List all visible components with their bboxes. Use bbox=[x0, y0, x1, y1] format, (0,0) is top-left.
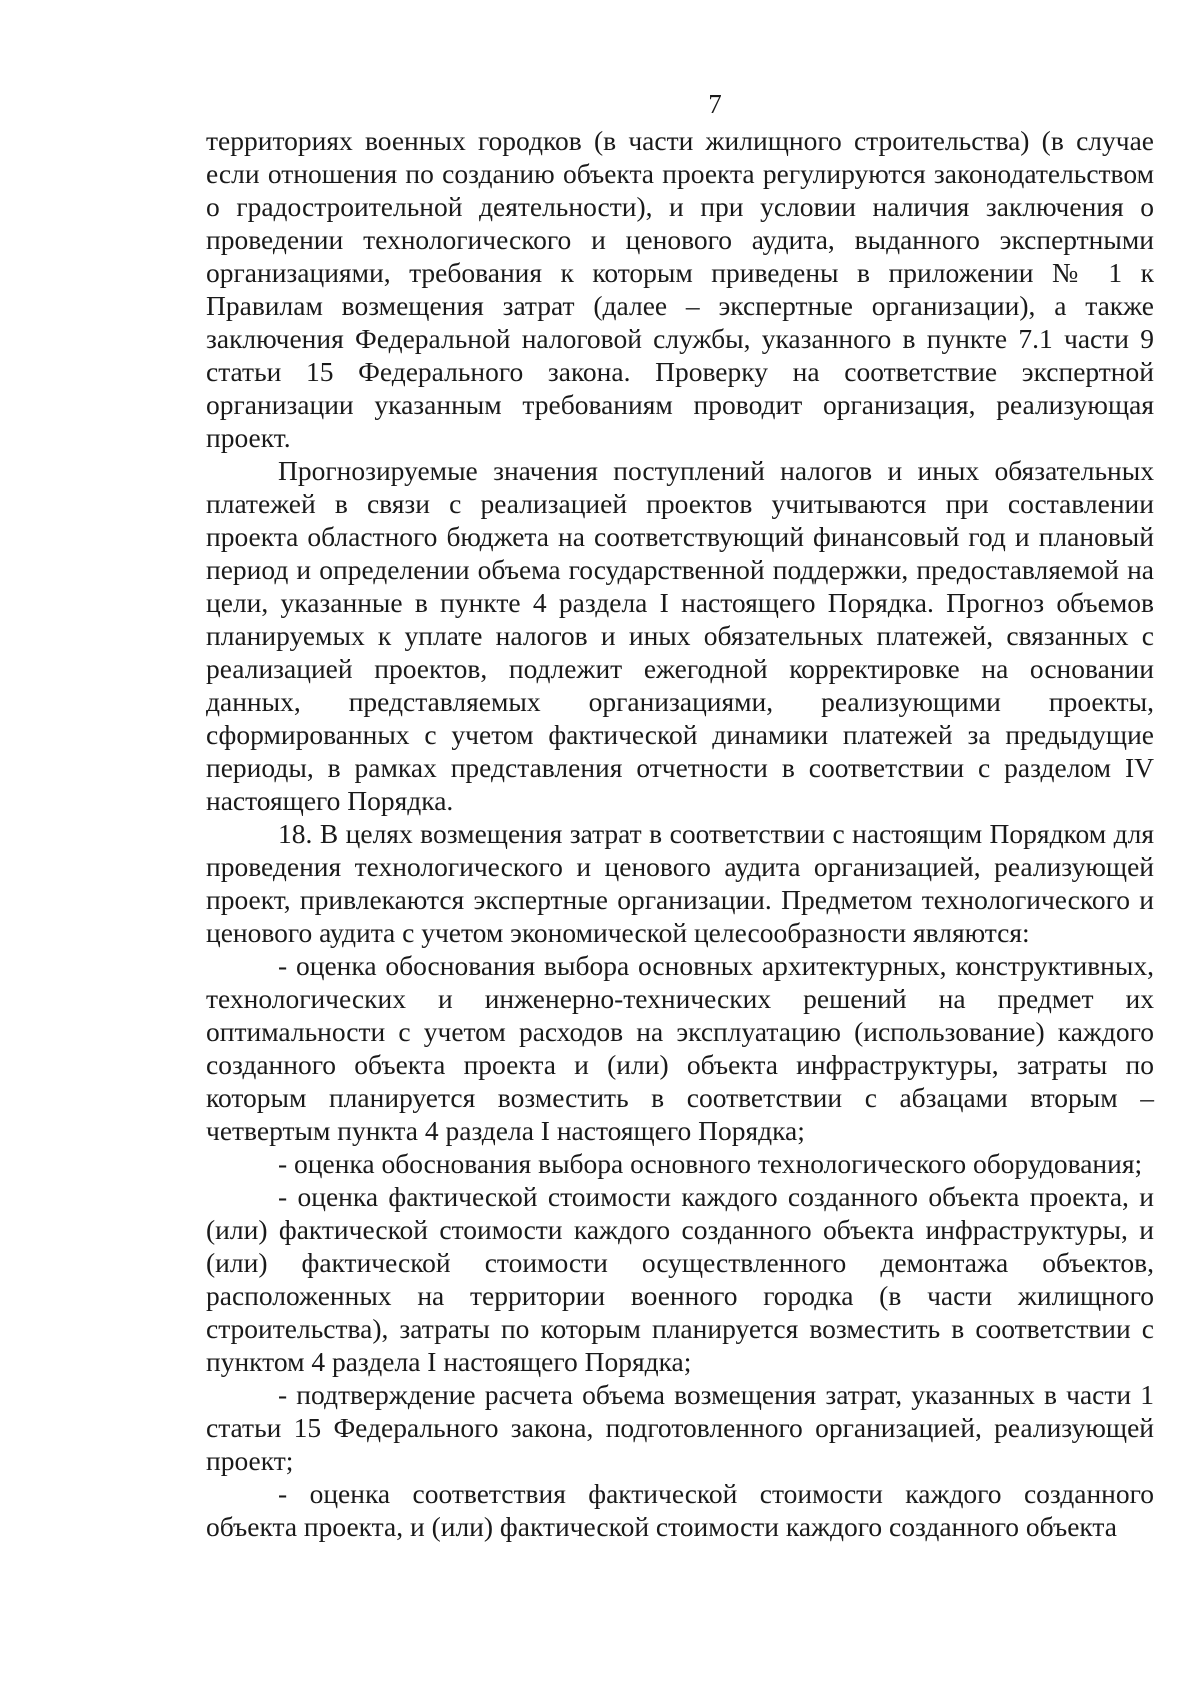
document-body bbox=[206, 124, 1154, 1543]
list-item-architecture-assessment: - оценка обоснования выбора основных архитектурных, конструктивных, технологических и инженерно-технических решений на предмет их оптимальности с учетом расходов на эксплуатацию (использование) каждого созданного объекта проекта и (или) объекта инфраструктуры, затраты по которым планируется возместить в соответствии с абзацами вторым – четвертым пункта 4 раздела I настоящего Порядка; bbox=[206, 950, 1154, 1146]
paragraph-continuation: территориях военных городков (в части жилищного строительства) (в случае если отношения по созданию объекта проекта регулируются законодательством о градостроительной деятельности), и при условии наличия заключения о проведении технологического и ценового аудита, выданного экспертными организациями, требования к которым приведены в приложении № 1 к Правилам возмещения затрат (далее – экспертные организации), а также заключения Федеральной налоговой службы, указанного в пункте 7.1 части 9 статьи 15 Федерального закона. Проверку на соответствие экспертной организации указанным требованиям проводит организация, реализующая проект. bbox=[206, 125, 1154, 453]
list-item-cost-compliance: - оценка соответствия фактической стоимости каждого созданного объекта проекта, и (или) фактической стоимости каждого созданного объекта bbox=[206, 1478, 1154, 1542]
paragraph-forecast: Прогнозируемые значения поступлений налогов и иных обязательных платежей в связи с реализацией проектов учитываются при составлении проекта областного бюджета на соответствующий финансовый год и плановый период и определении объема государственной поддержки, предоставляемой на цели, указанные в пункте 4 раздела I настоящего Порядка. Прогноз объемов планируемых к уплате налогов и иных обязательных платежей, связанных с реализацией проектов, подлежит ежегодной корректировке на основании данных, представляемых организациями, реализующими проекты, сформированных с учетом фактической динамики платежей за предыдущие периоды, в рамках представления отчетности в соответствии с разделом IV настоящего Порядка. bbox=[206, 455, 1154, 816]
list-item-equipment-assessment: - оценка обоснования выбора основного технологического оборудования; bbox=[278, 1148, 1143, 1179]
page-number: 7 bbox=[708, 89, 722, 119]
list-item-calculation-confirmation: - подтверждение расчета объема возмещения затрат, указанных в части 1 статьи 15 Федерального закона, подготовленного организацией, реализующей проект; bbox=[206, 1379, 1154, 1476]
paragraph-item-18: 18. В целях возмещения затрат в соответствии с настоящим Порядком для проведения технологического и ценового аудита организацией, реализующей проект, привлекаются экспертные организации. Предметом технологического и ценового аудита с учетом экономической целесообразности являются: bbox=[206, 818, 1154, 948]
list-item-cost-assessment: - оценка фактической стоимости каждого созданного объекта проекта, и (или) фактической стоимости каждого созданного объекта инфраструктуры, и (или) фактической стоимости осуществленного демонтажа объектов, расположенных на территории военного городка (в части жилищного строительства), затраты по которым планируется возместить в соответствии с пунктом 4 раздела I настоящего Порядка; bbox=[206, 1181, 1154, 1377]
